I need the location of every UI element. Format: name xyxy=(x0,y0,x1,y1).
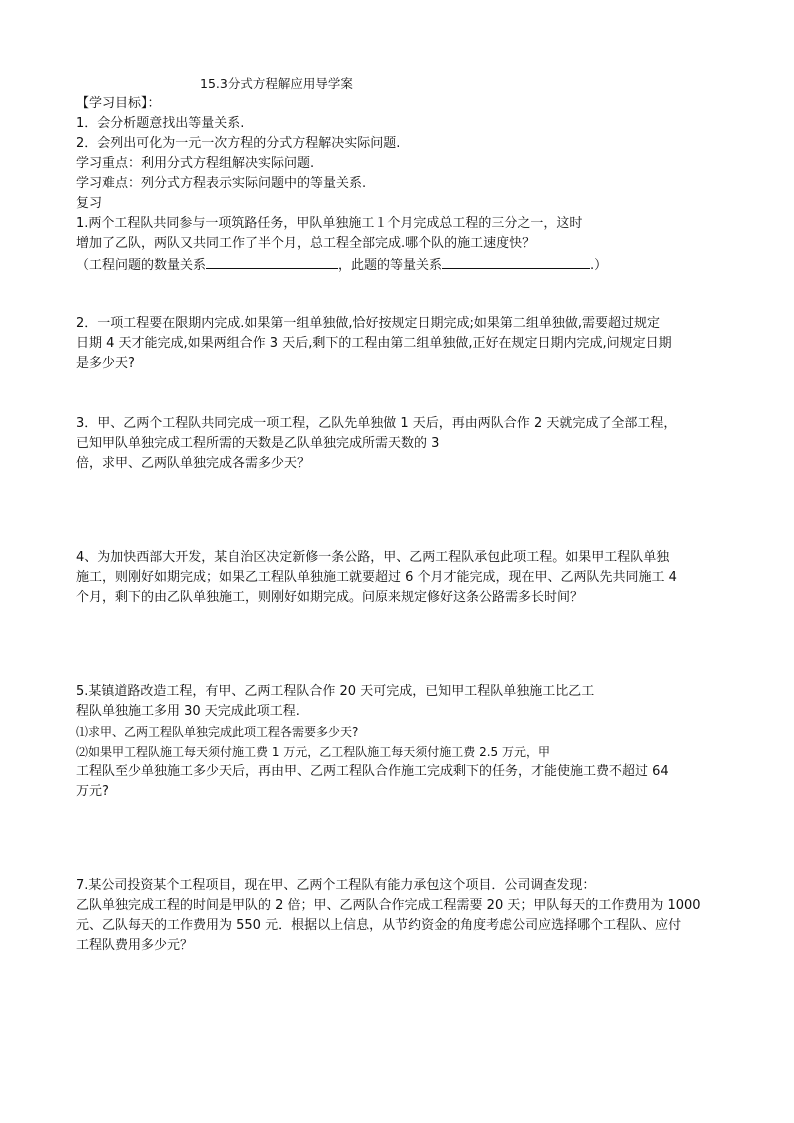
question-5-text: 万元? xyxy=(76,784,109,799)
question-5-text: 程队单独施工多用 30 天完成此项工程. xyxy=(76,704,300,719)
answer-blank[interactable] xyxy=(206,254,338,269)
question-5-sub-2: ⑵如果甲工程队施工每天须付施工费 1 万元，乙工程队施工每天须付施工费 2.5 万元，甲 xyxy=(76,745,550,759)
key-point: 学习重点：利用分式方程组解决实际问题. xyxy=(76,156,315,171)
question-2-text: 是多少天? xyxy=(76,356,135,371)
question-7-text: 元、乙队每天的工作费用为 550 元．根据以上信息，从节约资金的角度考虑公司应选择哪个工程队、应付 xyxy=(76,918,682,933)
question-3-text: 倍，求甲、乙两队单独完成各需多少天？ xyxy=(76,456,311,471)
question-5-sub-1: ⑴求甲、乙两工程队单独完成此项工程各需要多少天? xyxy=(76,725,359,739)
difficult-point: 学习难点：列分式方程表示实际问题中的等量关系. xyxy=(76,176,367,191)
answer-blank[interactable] xyxy=(442,254,590,269)
question-1-hint xyxy=(76,254,726,274)
page-title: 15.3分式方程解应用导学案 xyxy=(200,76,353,91)
objective-item: 1．会分析题意找出等量关系. xyxy=(76,116,245,131)
question-4-text: 4、为加快西部大开发，某自治区决定新修一条公路，甲、乙两工程队承包此项工程。如果甲工程队单独 xyxy=(76,550,670,565)
review-heading: 复习 xyxy=(76,196,103,211)
question-7-text: 7.某公司投资某个工程项目，现在甲、乙两个工程队有能力承包这个项目．公司调查发现： xyxy=(76,878,596,893)
question-1-text: 1.两个工程队共同参与一项筑路任务，甲队单独施工１个月完成总工程的三分之一，这时 xyxy=(76,216,583,231)
question-4-text: 施工，则刚好如期完成；如果乙工程队单独施工就要超过 6 个月才能完成，现在甲、乙两队先共同施工 4 xyxy=(76,570,677,585)
worksheet-page xyxy=(76,74,726,956)
question-7-text: 工程队费用多少元？ xyxy=(76,938,194,953)
hint-prefix: （工程问题的数量关系 xyxy=(76,258,207,273)
question-3-text: 3．甲、乙两个工程队共同完成一项工程，乙队先单独做 1 天后，再由两队合作 2 天就完成了全部工程， xyxy=(76,416,677,431)
objectives-heading: 【学习目标】： xyxy=(76,96,161,111)
hint-suffix: .） xyxy=(590,258,608,273)
question-3-text: 已知甲队单独完成工程所需的天数是乙队单独完成所需天数的 3 xyxy=(76,436,440,451)
hint-middle: ，此题的等量关系 xyxy=(338,258,443,273)
question-1-text: 增加了乙队，两队又共同工作了半个月，总工程全部完成.哪个队的施工速度快？ xyxy=(76,236,536,251)
question-4-text: 个月，剩下的由乙队单独施工，则刚好如期完成。问原来规定修好这条公路需多长时间？ xyxy=(76,590,584,605)
question-2-text: 2．一项工程要在限期内完成.如果第一组单独做,恰好按规定日期完成;如果第二组单独做,需要超过规定 xyxy=(76,316,661,331)
question-2-text: 日期 4 天才能完成,如果两组合作 3 天后,剩下的工程由第二组单独做,正好在规定日期内完成,问规定日期 xyxy=(76,336,672,351)
question-7-text: 乙队单独完成工程的时间是甲队的 2 倍；甲、乙两队合作完成工程需要 20 天；甲队每天的工作费用为 1000 xyxy=(76,898,701,913)
objective-item: 2．会列出可化为一元一次方程的分式方程解决实际问题. xyxy=(76,136,401,151)
question-5-text: 工程队至少单独施工多少天后，再由甲、乙两工程队合作施工完成剩下的任务，才能使施工费不超过 64 xyxy=(76,764,669,779)
question-5-text: 5.某镇道路改造工程，有甲、乙两工程队合作 20 天可完成，已知甲工程队单独施工比乙工 xyxy=(76,684,595,699)
